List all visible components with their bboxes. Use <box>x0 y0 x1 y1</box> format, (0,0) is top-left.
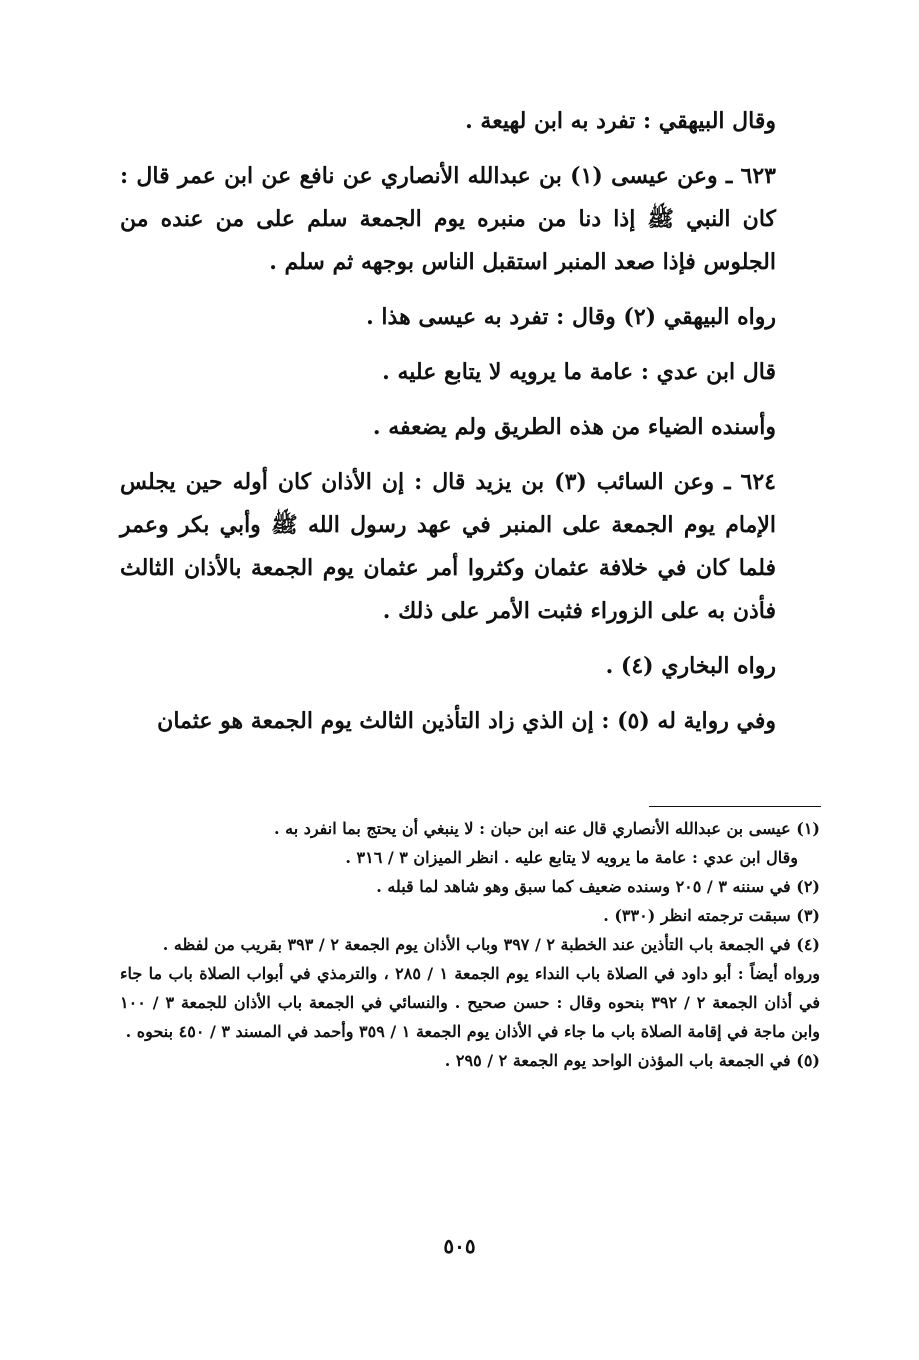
footnote-4-continued: ورواه أيضاً : أبو داود في الصلاة باب النداء يوم الجمعة ١ / ٢٨٥ ، والترمذي في أبواب الصلاة باب ما جاء في أذان الجمعة ٢ / ٣٩٢ بنحوه وقال : حسن صحيح . والنسائي في الجمعة باب الأذان للجمعة ٣ / ١٠٠ وابن ماجة في إقامة الصلاة باب ما جاء في الأذان يوم الجمعة ١ / ٣٥٩ وأحمد في المسند ٣ / ٤٥٠ بنحوه . <box>120 964 821 1041</box>
footnote-2: (٢) في سننه ٣ / ٢٠٥ وسنده ضعيف كما سبق وهو شاهد لما قبله . <box>376 877 820 896</box>
hadith-624: ٦٢٤ ـ وعن السائب (٣) بن يزيد قال : إن الأذان كان أوله حين يجلس الإمام يوم الجمعة على المنبر في عهد رسول الله ﷺ وأبي بكر وعمر فلما كان في خلافة عثمان وكثروا أمر عثمان يوم الجمعة بالأذان الثالث فأذن به على الزوراء فثبت الأمر على ذلك . <box>120 469 776 624</box>
paragraph-ibn-adi: قال ابن عدي : عامة ما يرويه لا يتابع عليه . <box>382 359 776 385</box>
paragraph-bayhaqi-note: وقال البيهقي : تفرد به ابن لهيعة . <box>465 108 776 134</box>
paragraph-bayhaqi-narration: رواه البيهقي (٢) وقال : تفرد به عيسى هذا . <box>366 304 776 330</box>
footnote-5: (٥) في الجمعة باب المؤذن الواحد يوم الجمعة ٢ / ٢٩٥ . <box>444 1051 820 1070</box>
footnote-1-continued: وقال ابن عدي : عامة ما يرويه لا يتابع عليه . انظر الميزان ٣ / ٣١٦ . <box>345 848 798 867</box>
footnote-3: (٣) سبقت ترجمته انظر (٣٣٠) . <box>603 906 820 925</box>
footnotes <box>120 814 820 1075</box>
paragraph-bukhari: رواه البخاري (٤) . <box>605 653 776 679</box>
hadith-623: ٦٢٣ ـ وعن عيسى (١) بن عبدالله الأنصاري عن نافع عن ابن عمر قال : كان النبي ﷺ إذا دنا من منبره يوم الجمعة سلم على من عنده من الجلوس فإذا صعد المنبر استقبل الناس بوجهه ثم سلم . <box>120 163 776 275</box>
page-number: ٥٠٥ <box>443 1234 476 1258</box>
footnote-1: (١) عيسى بن عبدالله الأنصاري قال عنه ابن حبان : لا ينبغي أن يحتج بما انفرد به . <box>273 819 820 838</box>
main-text <box>120 100 820 755</box>
footnote-divider <box>649 806 821 807</box>
footnote-4: (٤) في الجمعة باب التأذين عند الخطبة ٢ / ٣٩٧ وباب الأذان يوم الجمعة ٢ / ٣٩٣ بقريب من لفظه . <box>162 935 820 954</box>
paragraph-diya: وأسنده الضياء من هذه الطريق ولم يضعفه . <box>372 414 776 440</box>
paragraph-another-narration: وفي رواية له (٥) : إن الذي زاد التأذين الثالث يوم الجمعة هو عثمان <box>157 708 776 734</box>
